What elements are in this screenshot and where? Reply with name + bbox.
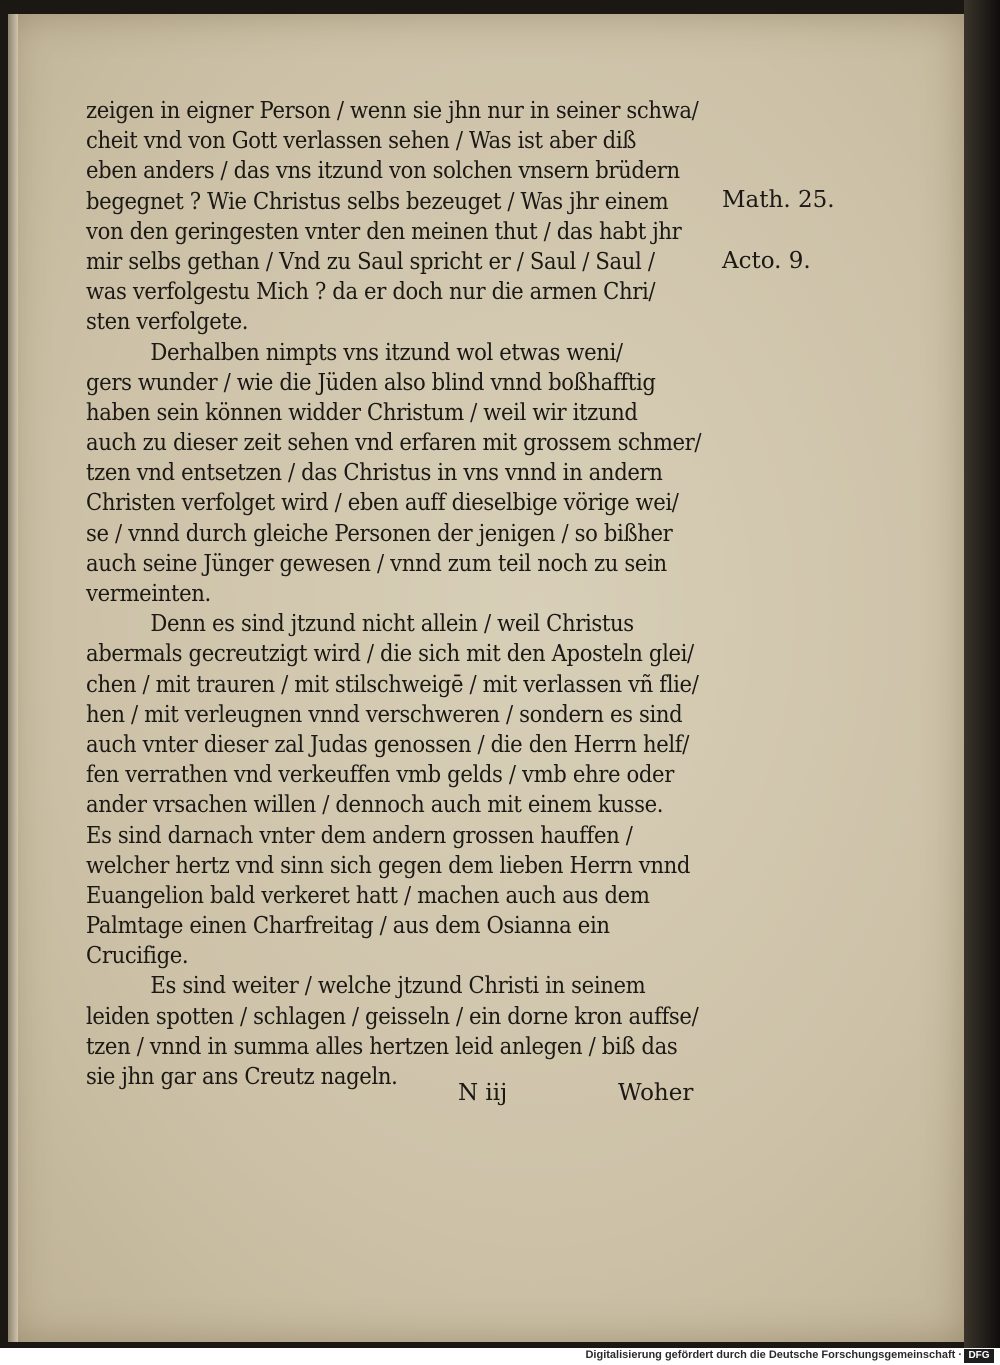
- dfg-logo: DFG: [964, 1349, 994, 1363]
- text-line: Euangelion bald verkeret hatt / machen auch aus dem: [86, 882, 650, 909]
- text-line: Denn es sind jtzund nicht allein / weil Christus: [150, 611, 634, 638]
- text-line: begegnet ? Wie Christus selbs bezeuget / Was jhr einem: [86, 188, 669, 215]
- text-line: tzen vnd entsetzen / das Christus in vns vnnd in andern: [86, 460, 663, 487]
- text-line: sie jhn gar ans Creutz nageln.: [86, 1064, 398, 1090]
- text-line: auch vnter dieser zal Judas genossen / die den Herrn helf/: [86, 731, 690, 758]
- text-line: tzen / vnnd in summa alles hertzen leid anlegen / biß das: [86, 1033, 678, 1060]
- text-line: Derhalben nimpts vns itzund wol etwas weni/: [150, 339, 623, 366]
- text-line: se / vnnd durch gleiche Personen der jenigen / so bißher: [86, 520, 673, 547]
- text-line: hen / mit verleugnen vnnd verschweren / sondern es sind: [86, 701, 683, 728]
- text-line: cheit vnd von Gott verlassen sehen / Was ist aber diß: [86, 128, 637, 155]
- text-line: Palmtage einen Charfreitag / aus dem Osianna ein: [86, 913, 610, 940]
- text-line: ander vrsachen willen / dennoch auch mit einem kusse.: [86, 792, 664, 819]
- text-line: eben anders / das vns itzund von solchen vnsern brüdern: [86, 158, 680, 185]
- text-line: Es sind weiter / welche jtzund Christi in seinem: [150, 973, 646, 1000]
- text-line: welcher hertz vnd sinn sich gegen dem lieben Herrn vnnd: [86, 852, 691, 879]
- text-line: zeigen in eigner Person / wenn sie jhn nur in seiner schwa/: [86, 98, 699, 124]
- signature-mark: N iij: [458, 1080, 508, 1106]
- text-line: mir selbs gethan / Vnd zu Saul spricht er / Saul / Saul /: [86, 248, 655, 275]
- text-line: Es sind darnach vnter dem andern grossen hauffen /: [86, 822, 633, 849]
- text-line: leiden spotten / schlagen / geisseln / ein dorne kron auffse/: [86, 1003, 699, 1030]
- text-line: sten verfolgete.: [86, 309, 249, 336]
- text-line: auch seine Jünger gewesen / vnnd zum teil noch zu sein: [86, 550, 667, 577]
- text-line: haben sein können widder Christum / weil wir itzund: [86, 399, 638, 426]
- text-line: fen verrathen vnd verkeuffen vmb gelds / vmb ehre oder: [86, 762, 674, 789]
- credit-text: Digitalisierung gefördert durch die Deutsche Forschungsgemeinschaft ·: [585, 1349, 962, 1361]
- margin-note-acto: Acto. 9.: [722, 248, 811, 274]
- catchword: Woher: [618, 1080, 694, 1106]
- text-line: auch zu dieser zeit sehen vnd erfaren mit grossem schmer/: [86, 430, 702, 457]
- text-line: Crucifige.: [86, 943, 189, 970]
- text-line: Christen verfolget wird / eben auff dieselbige vörige wei/: [86, 490, 679, 517]
- text-line: abermals gecreutzigt wird / die sich mit den Aposteln glei/: [86, 641, 694, 668]
- page-gutter: [8, 14, 18, 1342]
- text-line: was verfolgestu Mich ? da er doch nur die armen Chri/: [86, 279, 656, 306]
- text-line: von den geringesten vnter den meinen thut / das habt jhr: [86, 218, 682, 245]
- body-text: [86, 96, 726, 1092]
- text-line: vermeinten.: [86, 581, 211, 607]
- text-line: chen / mit trauren / mit stilschweigē / mit verlassen vñ flie/: [86, 671, 699, 698]
- text-line: gers wunder / wie die Jüden also blind vnnd boßhafftig: [86, 369, 656, 396]
- page-edge: [964, 0, 1000, 1348]
- margin-note-math: Math. 25.: [722, 187, 835, 213]
